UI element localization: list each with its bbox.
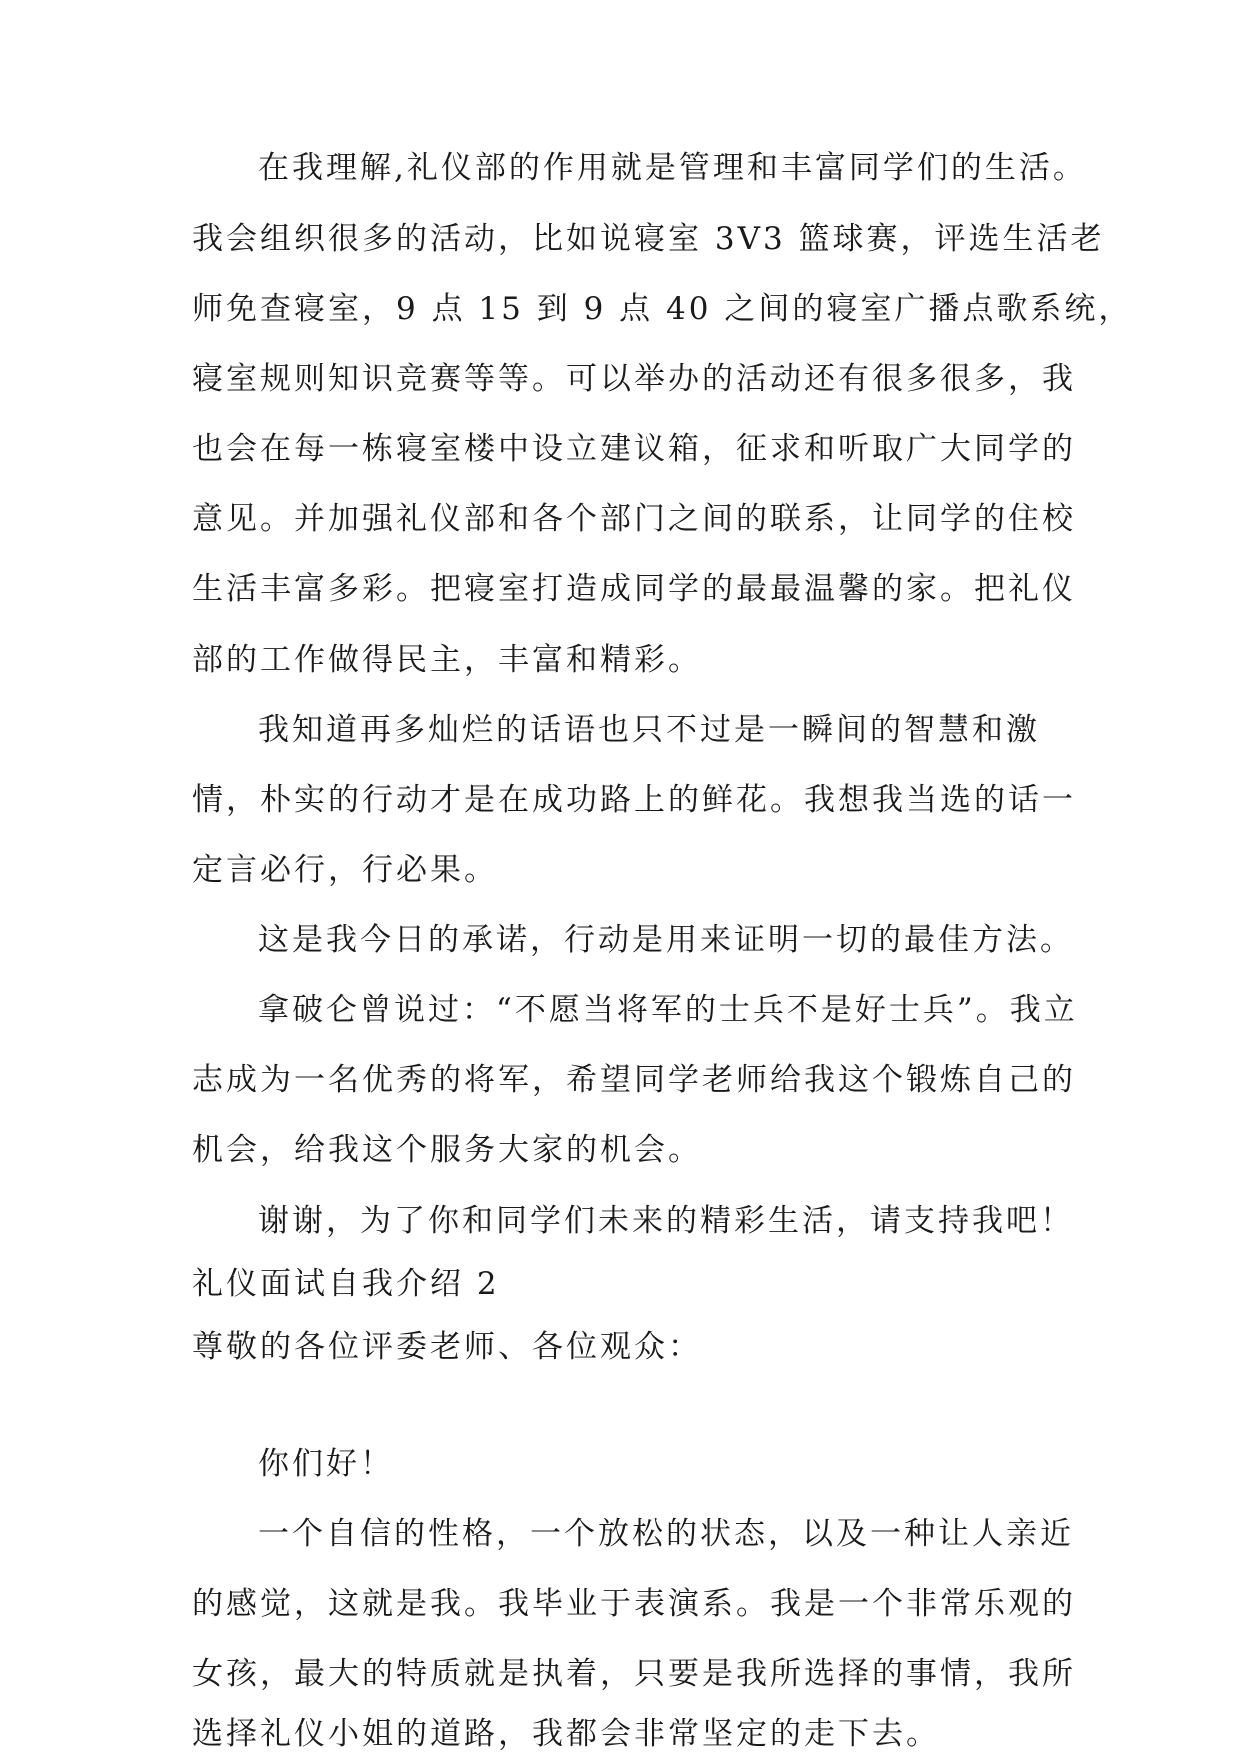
section-heading: 礼仪面试自我介绍 2	[192, 1266, 500, 1302]
text-line: 部的工作做得民主，丰富和精彩。	[192, 642, 702, 678]
salutation: 尊敬的各位评委老师、各位观众：	[192, 1329, 702, 1365]
text-line: 师免查寝室，9 点 15 到 9 点 40 之间的寝室广播点歌系统，	[192, 291, 1133, 327]
text-line: 志成为一名优秀的将军，希望同学老师给我这个锻炼自己的	[192, 1062, 1076, 1098]
text-line: 意见。并加强礼仪部和各个部门之间的联系，让同学的住校	[192, 501, 1076, 537]
text-line: 定言必行，行必果。	[192, 852, 498, 888]
text-line: 选择礼仪小姐的道路，我都会非常坚定的走下去。	[192, 1716, 940, 1752]
text-line: 也会在每一栋寝室楼中设立建议箱，征求和听取广大同学的	[192, 431, 1076, 467]
text-line: 寝室规则知识竞赛等等。可以举办的活动还有很多很多，我	[192, 361, 1076, 397]
text-line: 谢谢，为了你和同学们未来的精彩生活，请支持我吧！	[258, 1203, 1074, 1239]
greeting: 你们好！	[258, 1446, 394, 1482]
text-line: 我会组织很多的活动，比如说寝室 3V3 篮球赛，评选生活老	[192, 221, 1105, 257]
text-line: 这是我今日的承诺，行动是用来证明一切的最佳方法。	[258, 922, 1074, 958]
text-line: 机会，给我这个服务大家的机会。	[192, 1132, 702, 1168]
text-line: 在我理解,礼仪部的作用就是管理和丰富同学们的生活。	[258, 150, 1087, 186]
text-line: 一个自信的性格，一个放松的状态，以及一种让人亲近	[258, 1516, 1074, 1552]
text-line: 我知道再多灿烂的话语也只不过是一瞬间的智慧和激	[258, 712, 1040, 748]
text-line: 的感觉，这就是我。我毕业于表演系。我是一个非常乐观的	[192, 1586, 1076, 1622]
text-line: 生活丰富多彩。把寝室打造成同学的最最温馨的家。把礼仪	[192, 571, 1076, 607]
text-line: 拿破仑曾说过：“不愿当将军的士兵不是好士兵”。我立	[258, 992, 1078, 1028]
text-line: 女孩，最大的特质就是执着，只要是我所选择的事情，我所	[192, 1656, 1076, 1692]
text-line: 情，朴实的行动才是在成功路上的鲜花。我想我当选的话一	[192, 782, 1076, 818]
